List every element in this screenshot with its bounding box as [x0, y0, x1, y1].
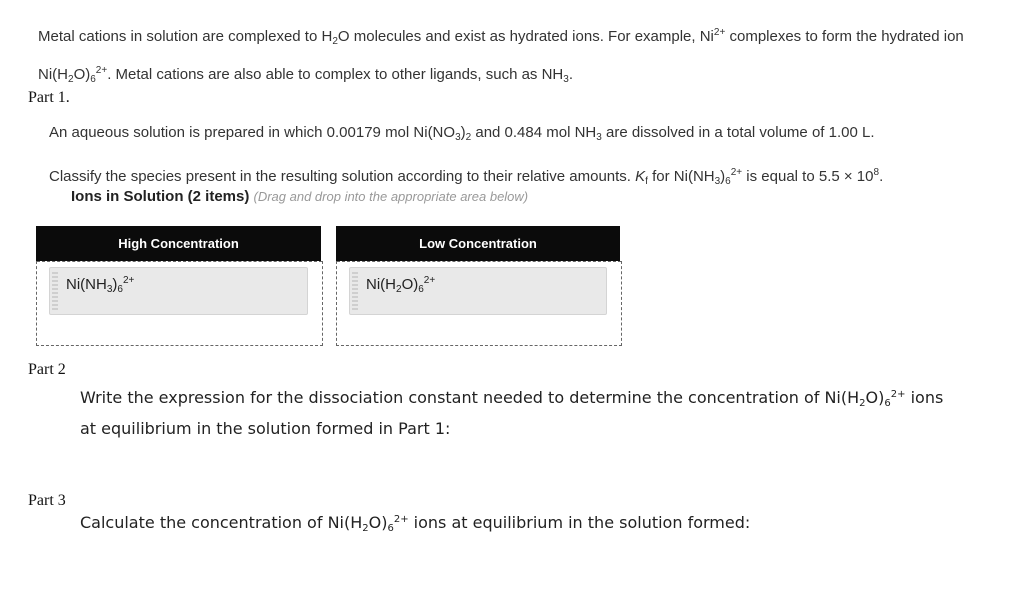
high-concentration-drop-zone[interactable] — [36, 261, 323, 346]
intro-line-1: Metal cations in solution are complexed to $H_2O$ molecules and exist as hydrated ions. For example, $Ni^{2+}$ complexes to form the hydrated ion — [38, 27, 964, 47]
draggable-item-ni-h2o-6[interactable] — [349, 267, 607, 315]
low-concentration-header: Low Concentration — [336, 226, 620, 261]
part3-label: Part 3 — [28, 492, 66, 509]
drag-drop-hint: (Drag and drop into the appropriate area below) — [253, 189, 529, 204]
item-label: $Ni(H_2O)_6^{2+}$ — [366, 275, 436, 295]
part1-classify-instruction: Classify the species present in the resulting solution according to their relative amounts. $K_f$ for $Ni(NH_3)_6^{2+}$ is equal to $5.5 \times 10^8$. — [49, 167, 884, 187]
high-concentration-header: High Concentration — [36, 226, 321, 261]
item-label: $Ni(NH_3)_6^{2+}$ — [66, 275, 135, 295]
drag-handle-icon[interactable] — [352, 272, 358, 310]
part2-label: Part 2 — [28, 361, 66, 378]
intro-line-2: $Ni(H_2O)_6^{2+}$. Metal cations are also able to complex to other ligands, such as $NH_3$. — [38, 65, 574, 85]
draggable-item-ni-nh3-6[interactable] — [49, 267, 308, 315]
part3-instruction: Calculate the concentration of $Ni(H_2O)_6^{2+}$ ions at equilibrium in the solution formed: — [80, 513, 751, 534]
drag-handle-icon[interactable] — [52, 272, 58, 310]
part1-label: Part 1. — [28, 89, 70, 106]
part2-instruction: Write the expression for the dissociation constant needed to determine the concentration of $Ni(H_2O)_6^{2+}$ ions at equilibrium in the solution formed in Part 1: — [80, 388, 944, 438]
low-concentration-drop-zone[interactable] — [336, 261, 622, 346]
ions-in-solution-heading: Ions in Solution (2 items) (Drag and drop into the appropriate area below) — [71, 188, 529, 205]
part1-question: An aqueous solution is prepared in which 0.00179 mol $Ni(NO_3)_2$ and 0.484 mol $NH_3$ are dissolved in a total volume of 1.00 L. — [49, 124, 875, 143]
intro-paragraph — [38, 18, 1013, 94]
